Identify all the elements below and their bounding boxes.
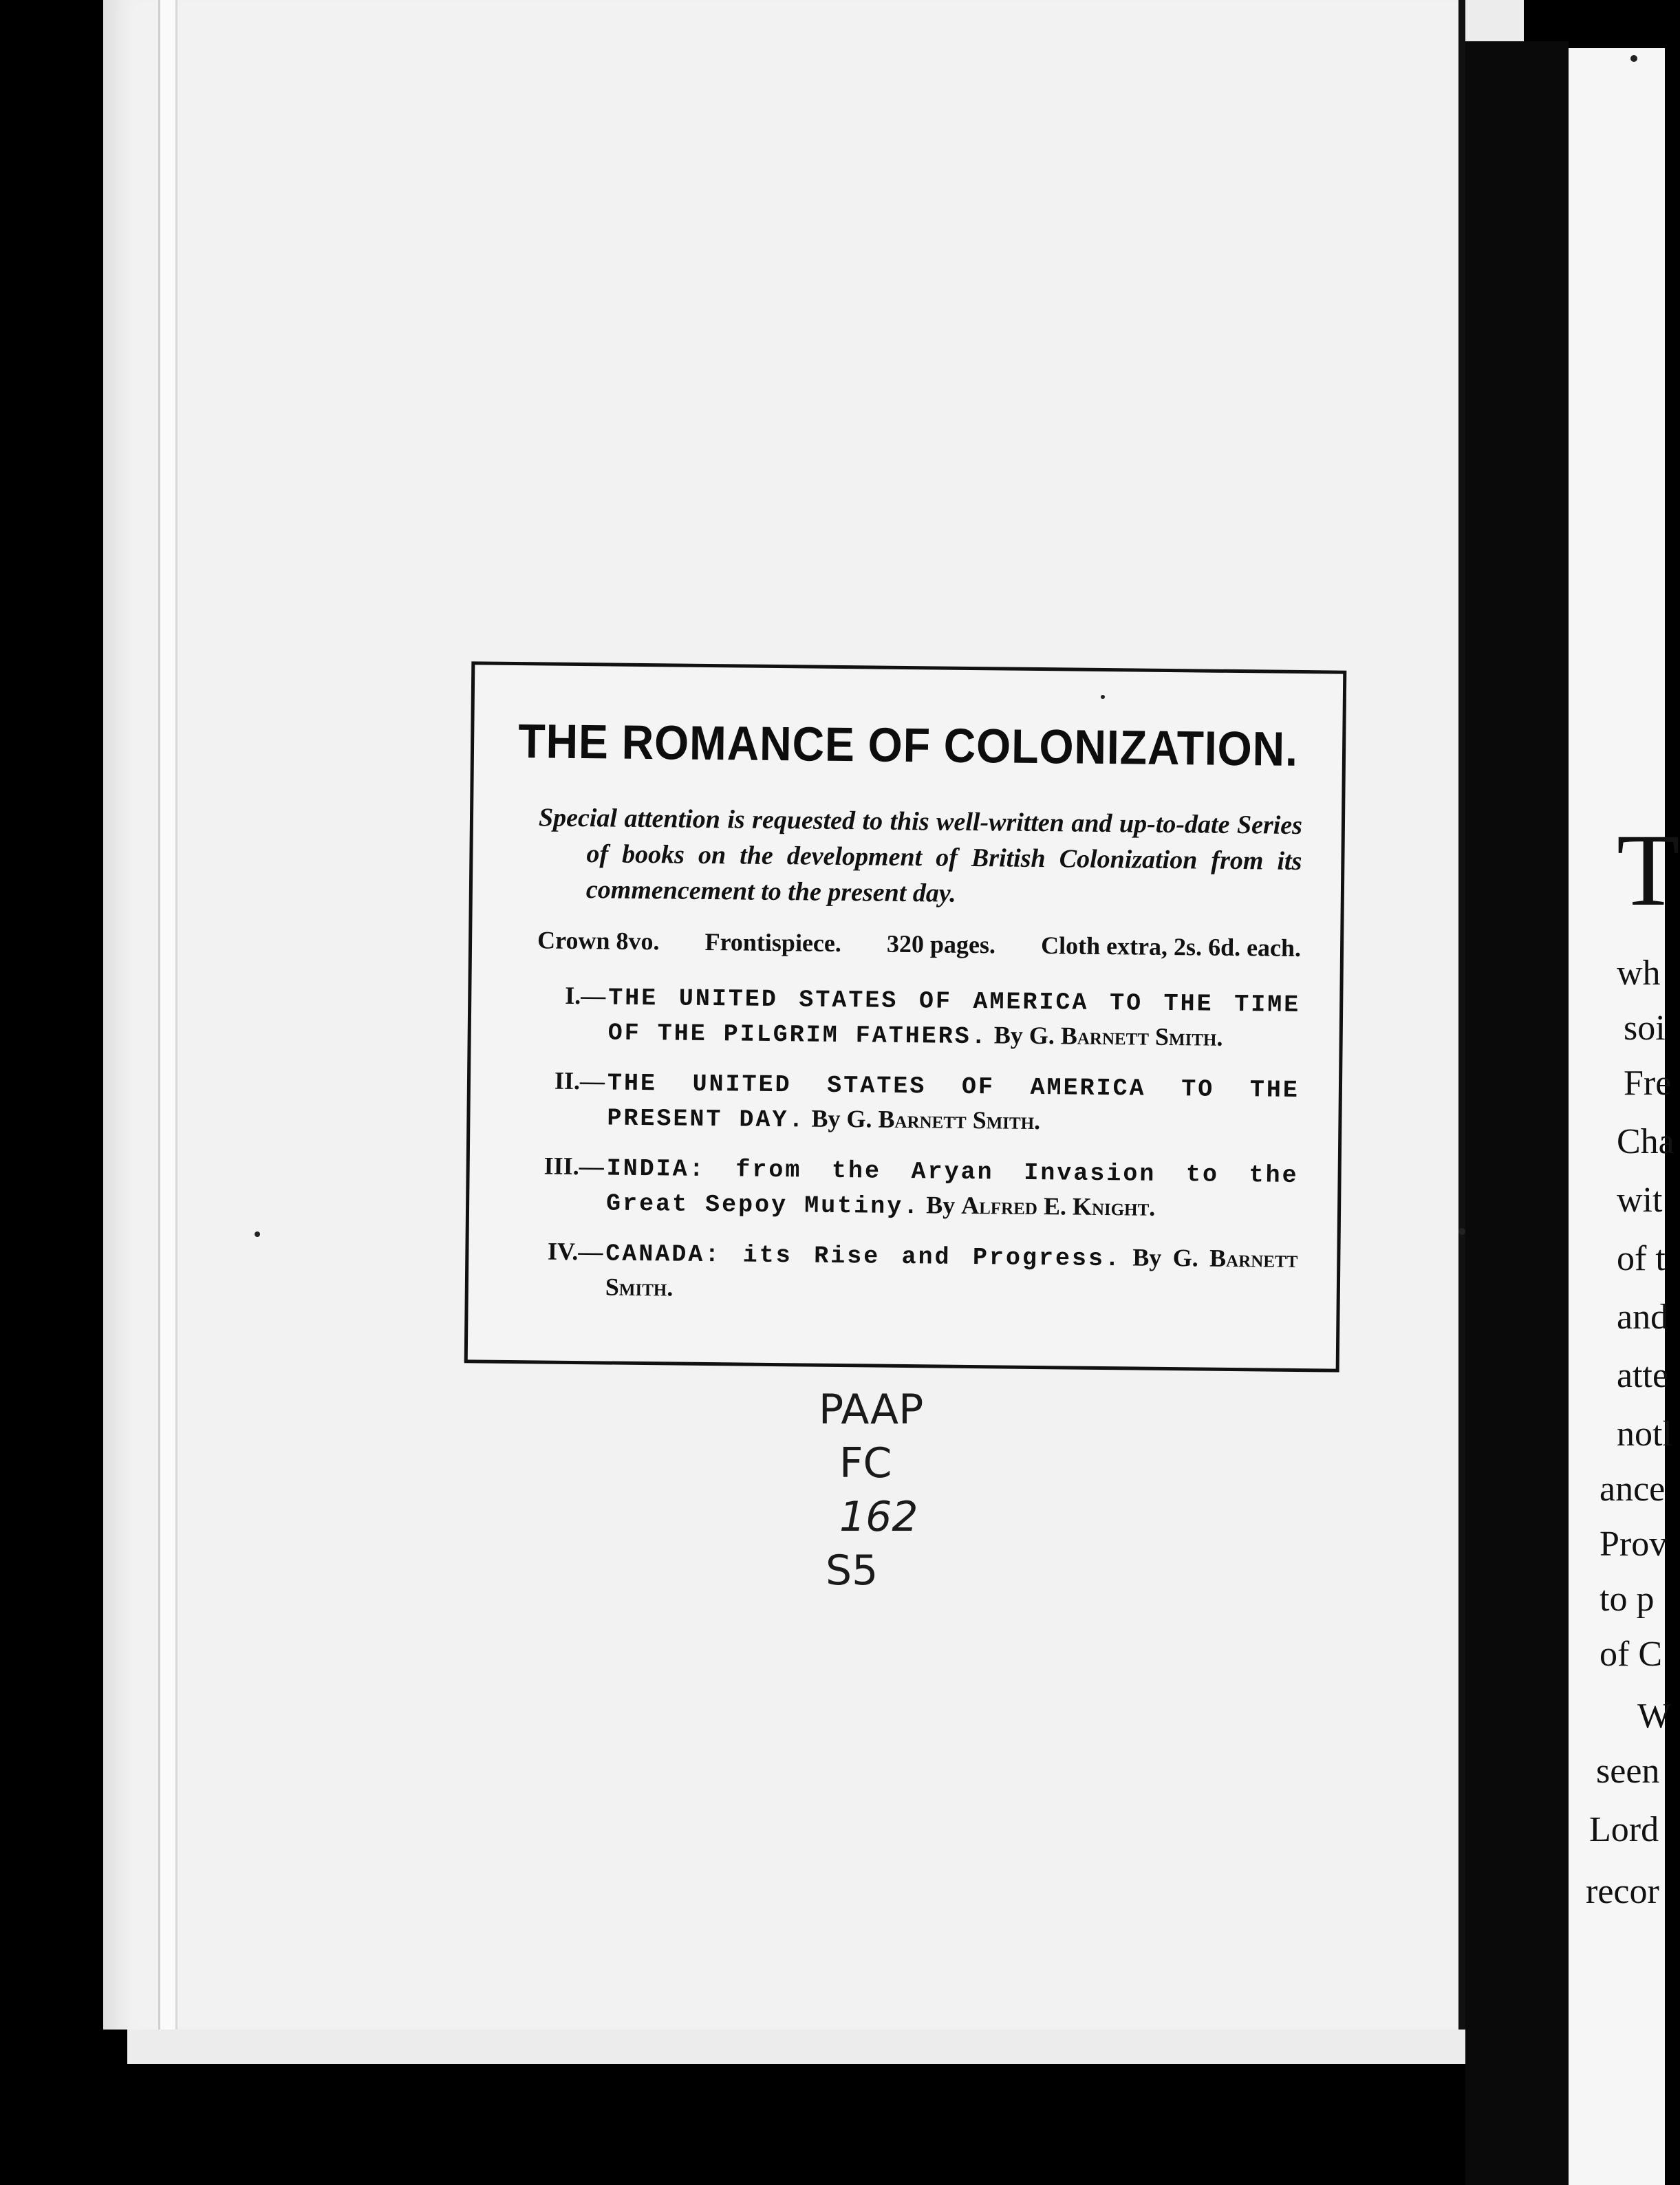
handwritten-call-number [819,1383,923,1597]
call-number-line: PAAP [819,1386,924,1434]
volume-by: By [811,1104,841,1133]
format-price: Cloth extra, 2s. 6d. each. [1040,932,1302,962]
volume-title: CANADA: its Rise and Progress. [605,1240,1122,1273]
list-item [535,1064,1300,1142]
volume-author: G. Barnett Smith. [1029,1021,1223,1051]
gutter [1465,41,1569,2185]
speck [1630,55,1637,62]
volume-list [533,978,1300,1326]
volume-by: By [993,1021,1024,1049]
volume-title: THE UNITED STATES OF AMERICA TO THE TIME OF THE PILGRIM FATHERS. [607,984,1301,1051]
speck [255,1231,260,1237]
intro-text: Special attention is requested to this well-written and up-to-date Series of books on the development of British Colonization from its commencement to the present day. [538,803,1303,908]
page-edge [158,0,177,2030]
call-number-line: FC [839,1439,892,1487]
volume-title: THE UNITED STATES OF AMERICA TO THE PRESENT DAY. [607,1069,1300,1134]
list-item [535,1149,1299,1227]
list-item [536,978,1300,1057]
volume-entry [605,1235,1298,1311]
facing-line: Fre [1624,1064,1672,1103]
speck [1101,695,1105,699]
series-title: THE ROMANCE OF COLONIZATION. [517,714,1299,776]
facing-line: atte [1617,1356,1669,1395]
facing-line: recor [1586,1872,1659,1911]
format-pages: 320 pages. [886,929,996,959]
call-number-line: S5 [826,1547,879,1595]
format-line [537,925,1301,962]
facing-line: soi [1624,1009,1666,1048]
right-page [1569,48,1680,2185]
facing-line: Cha [1617,1122,1674,1161]
facing-line: and [1617,1298,1669,1337]
volume-title: INDIA: from the Aryan Invasion to the Great Sepoy Mutiny. [605,1154,1299,1221]
series-intro [538,799,1303,915]
facing-line: seen [1596,1752,1660,1791]
facing-line: of C [1600,1635,1662,1674]
speck [1458,1228,1465,1235]
volume-number: IV.— [547,1237,603,1266]
facing-line: Lord [1589,1810,1659,1849]
format-size: Crown 8vo. [537,926,660,956]
drop-cap: T [1617,813,1680,927]
facing-line: Prov [1600,1525,1668,1564]
facing-line: to p [1600,1580,1655,1619]
facing-line: wh [1617,954,1661,993]
call-number-line: 162 [839,1493,918,1541]
volume-entry [606,1150,1299,1227]
volume-entry [607,1064,1300,1142]
facing-line: ance [1600,1470,1666,1509]
facing-line: of t [1617,1239,1666,1278]
facing-line: notl [1617,1414,1672,1454]
volume-author: G. Barnett Smith. [846,1105,1041,1135]
volume-entry [607,979,1300,1057]
list-item [534,1234,1298,1311]
facing-line: W [1637,1697,1672,1736]
format-frontispiece: Frontispiece. [704,927,842,958]
volume-number: III.— [543,1152,604,1181]
volume-author: G. Barnett Smith. [605,1244,1298,1302]
volume-number: I.— [565,981,606,1010]
volume-author: Alfred E. Knight. [961,1191,1156,1221]
facing-line: wit [1617,1181,1663,1220]
volume-by: By [926,1191,956,1219]
volume-by: By [1132,1243,1162,1271]
volume-number: II.— [554,1066,605,1095]
series-advertisement [464,661,1347,1372]
